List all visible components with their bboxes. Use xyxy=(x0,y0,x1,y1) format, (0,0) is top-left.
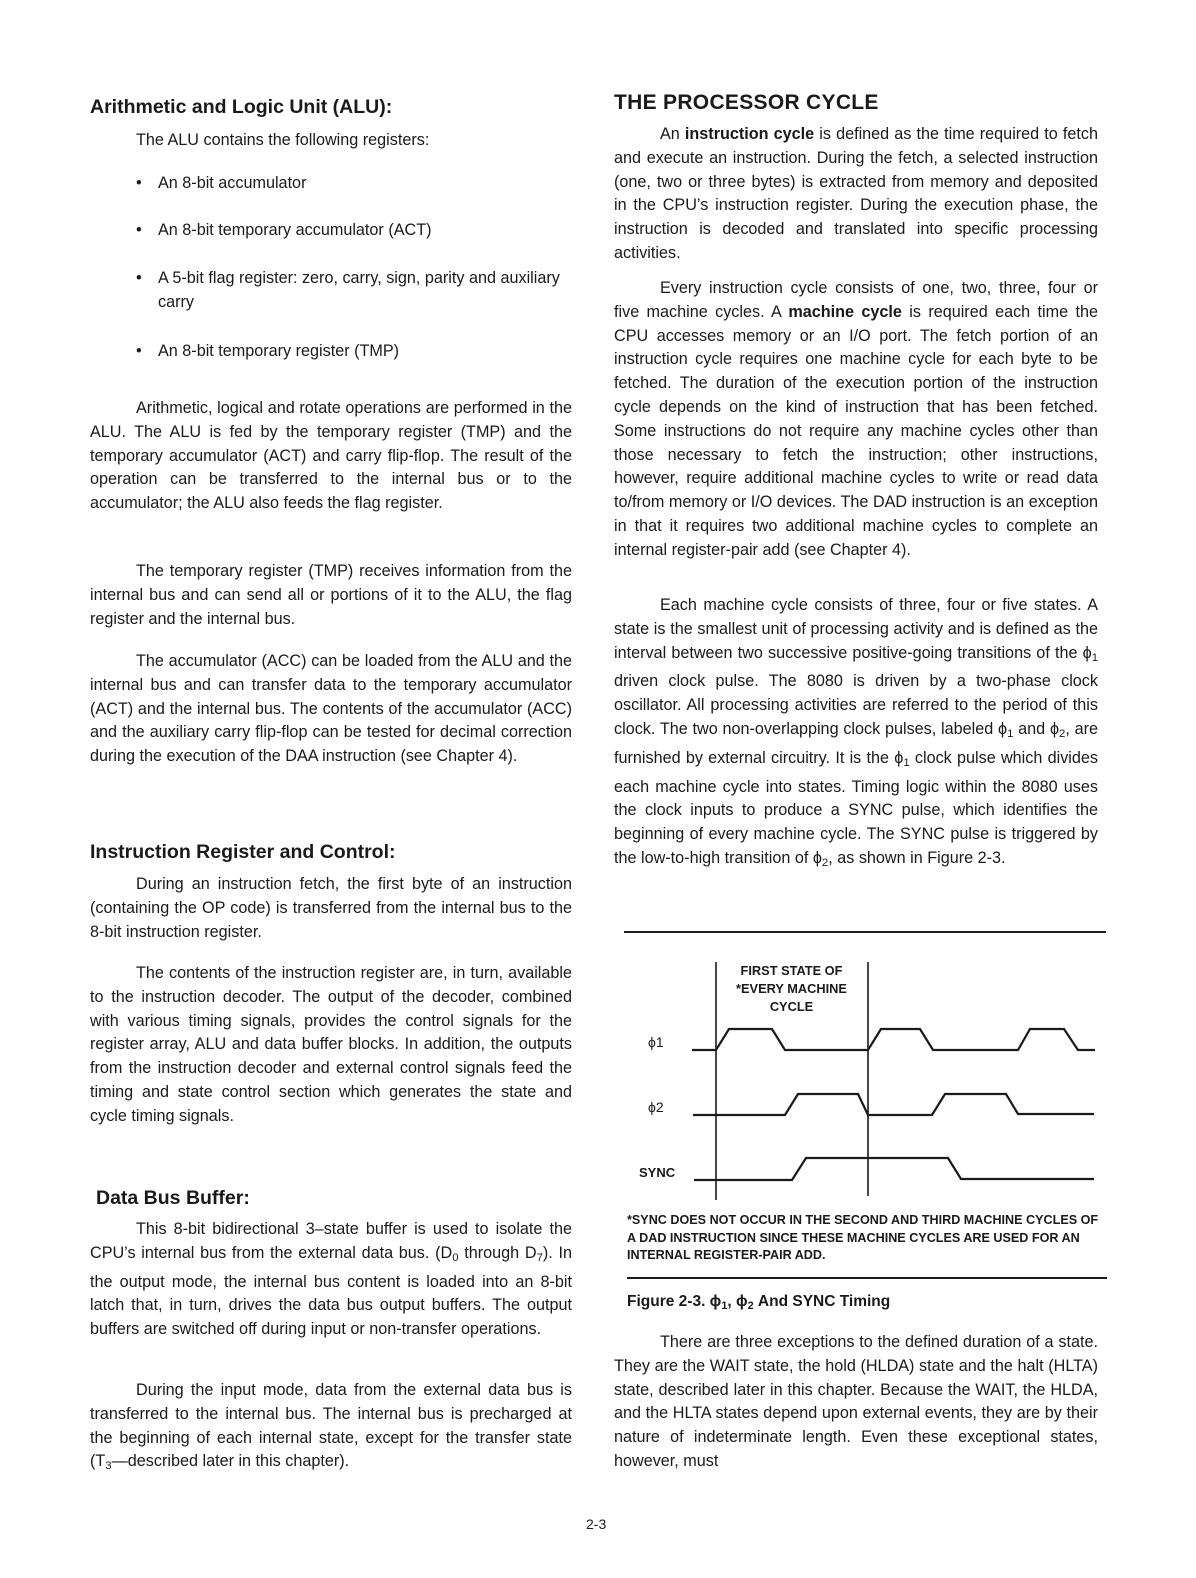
states-paragraph: Each machine cycle consists of three, four or five states. A state is the smallest unit of processing activity and is defined as the interval between two successive positive-going transitions of the $\phi_1$ driven clock pulse. The 8080 is driven by a two-phase clock oscillator. All processing activities are referred to the period of this clock. The two non-overlapping clock pulses, labeled $\phi_1$ and $\phi_2$, are furnished by external circuitry. It is the $\phi_1$ clock pulse which divides each machine cycle into states. Timing logic within the 8080 uses the clock inputs to produce a SYNC pulse, which identifies the beginning of every machine cycle. The SYNC pulse is triggered by the low-to-high transition of $\phi_2$, as shown in Figure 2-3. xyxy=(614,596,1099,869)
figure-caption: Figure 2-3. $\phi_1$, $\phi_2$ And SYNC Timing xyxy=(627,1293,891,1312)
exceptions-paragraph: There are three exceptions to the defined duration of a state. They are the WAIT state, the hold (HLDA) state and the halt (HLTA) state, described later in this chapter. Because the WAIT, the HLDA, and the HLTA states depend upon external events, they are by their nature of indeterminate length. Even these exceptional states, however, must xyxy=(614,1333,1098,1470)
instruction-decoder-paragraph: The contents of the instruction register are, in turn, available to the instruction decoder. The output of the decoder, combined with various timing signals, provides the control signals for the register array, ALU and data buffer blocks. In addition, the outputs from the instruction decoder and external control signals feed the timing and state control section which generates the state and cycle timing signals. xyxy=(90,964,572,1125)
data-bus-output-paragraph: This 8-bit bidirectional 3–state buffer is used to isolate the CPU’s internal bus from the external data bus. ($D_0$ through $D_7$). In the output mode, the internal bus content is loaded into an 8-bit latch that, in turn, drives the data bus output buffers. The output buffers are switched off during input or non-transfer operations. xyxy=(90,1220,572,1339)
list-item: • An 8-bit temporary register (TMP) xyxy=(136,340,572,364)
first-state-annotation: FIRST STATE OF *EVERY MACHINE CYCLE xyxy=(736,963,847,1014)
data-bus-input-paragraph: During the input mode, data from the external data bus is transferred to the internal bus. The internal bus is precharged at the beginning of each internal state, except for the transfer state ($T_3—described$ later in this chapter). xyxy=(90,1381,572,1473)
figure-footnote: *SYNC DOES NOT OCCUR IN THE SECOND AND THIRD MACHINE CYCLES OF A DAD INSTRUCTION SINCE THESE MACHINE CYCLES ARE USED FOR AN INTERNAL REGISTER-PAIR ADD. xyxy=(627,1213,1099,1262)
list-item: • An 8-bit temporary accumulator (ACT) xyxy=(136,219,572,243)
processor-cycle-heading: THE PROCESSOR CYCLE xyxy=(614,91,879,114)
machine-cycle-paragraph: Every instruction cycle consists of one, two, three, four or five machine cycles. A machine cycle is required each time the CPU accesses memory or an I/O port. The fetch portion of an instruction cycle requires one machine cycle for each byte to be fetched. The duration of the execution portion of the instruction cycle depends on the kind of instruction that has been fetched. Some instructions do not require any machine cycles other than those necessary to fetch the instruction; other instructions, however, require additional machine cycles to write or read data to/from memory or I/O devices. The DAD instruction is an exception in that it requires two additional machine cycles to complete an internal register-pair add (see Chapter 4). xyxy=(614,279,1098,559)
alu-heading: Arithmetic and Logic Unit (ALU): xyxy=(90,96,393,118)
alu-intro: The ALU contains the following registers: xyxy=(136,131,430,149)
instruction-fetch-paragraph: During an instruction fetch, the first byte of an instruction (containing the OP code) is transferred from the internal bus to the 8-bit instruction register. xyxy=(90,875,572,941)
instruction-cycle-paragraph: An instruction cycle is defined as the time required to fetch and execute an instruction. During the fetch, a selected instruction (one, two or three bytes) is extracted from memory and deposited in the CPU’s instruction register. During the execution phase, the instruction is decoded and translated into specific processing activities. xyxy=(614,125,1098,262)
list-item: • An 8-bit accumulator xyxy=(136,172,572,196)
list-item: • A 5-bit flag register: zero, carry, sign, parity and auxiliary carry xyxy=(136,267,572,315)
phi2-label: ϕ2 xyxy=(648,1099,664,1115)
alu-paragraph: Arithmetic, logical and rotate operations are performed in the ALU. The ALU is fed by the temporary register (TMP) and the temporary accumulator (ACT) and carry flip-flop. The result of the operation can be transferred to the internal bus or to the accumulator; the ALU also feeds the flag register. xyxy=(90,399,572,513)
acc-paragraph: The accumulator (ACC) can be loaded from the ALU and the internal bus and can transfer data to the temporary accumulator (ACT) and the internal bus. The contents of the accumulator (ACC) and the auxiliary carry flip-flop can be tested for decimal correction during the execution of the DAA instruction (see Chapter 4). xyxy=(90,652,572,766)
phi1-label: ϕ1 xyxy=(648,1034,664,1050)
instruction-register-heading: Instruction Register and Control: xyxy=(90,841,396,863)
page-number: 2-3 xyxy=(586,1516,607,1532)
figure-top-rule xyxy=(624,931,1106,933)
figure-bottom-rule xyxy=(627,1277,1107,1279)
data-bus-buffer-heading: Data Bus Buffer: xyxy=(96,1187,250,1209)
sync-label: SYNC xyxy=(639,1165,676,1180)
tmp-paragraph: The temporary register (TMP) receives information from the internal bus and can send all or portions of it to the ALU, the flag register and the internal bus. xyxy=(90,562,572,628)
